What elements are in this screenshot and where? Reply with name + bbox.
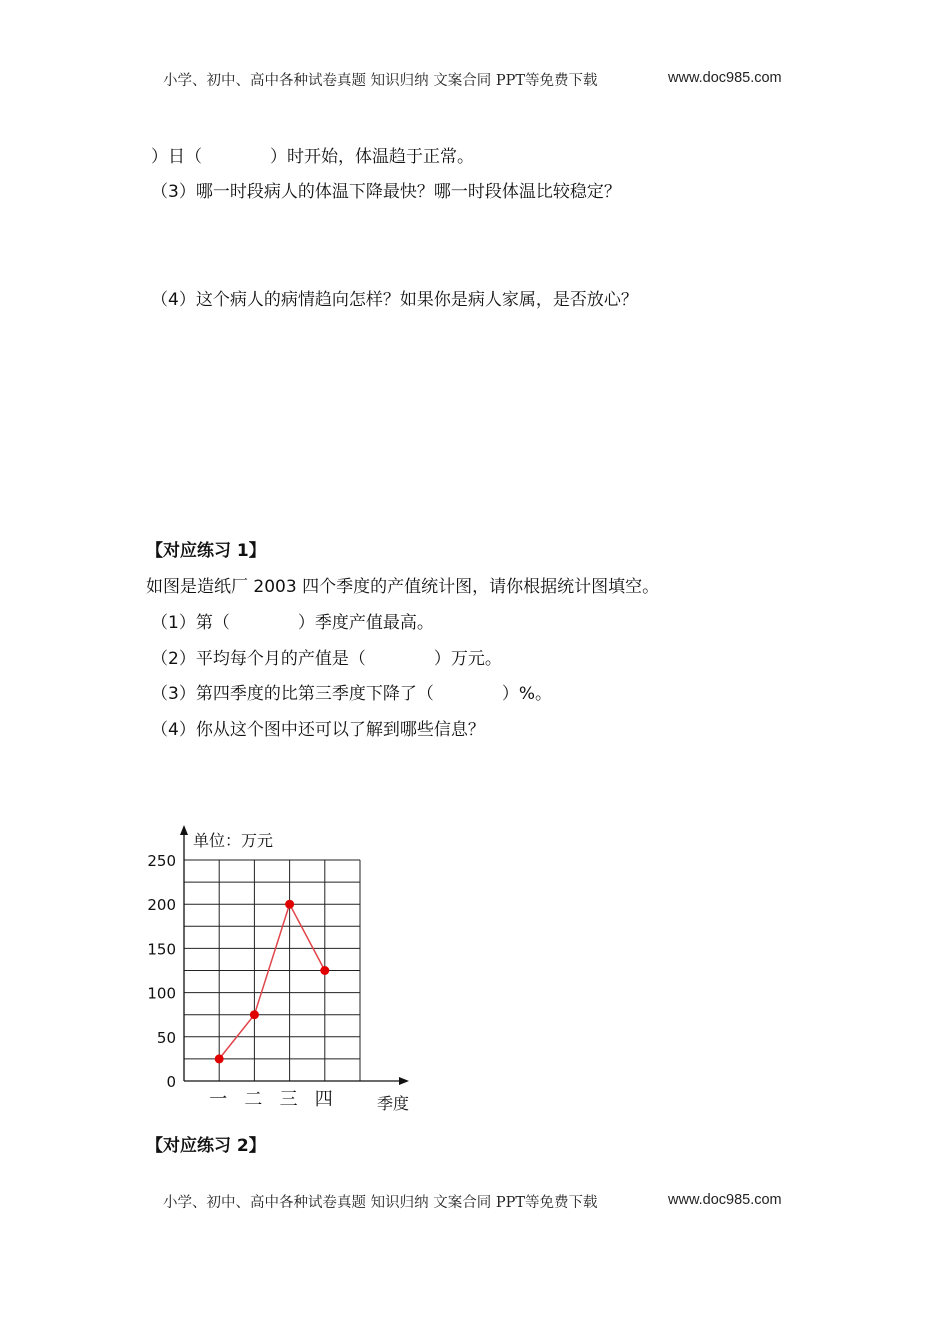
- exercise-1-intro: 如图是造纸厂 2003 四个季度的产值统计图，请你根据统计图填空。: [146, 577, 660, 597]
- chart-points: [215, 900, 330, 1064]
- data-point: [285, 900, 294, 909]
- date-fill-line: ）日（ ）时开始，体温趋于正常。: [151, 147, 474, 167]
- y-tick-label: 50: [156, 1028, 176, 1047]
- exercise-1-q4: （4）你从这个图中还可以了解到哪些信息？: [151, 720, 485, 740]
- exercise-1-q3: （3）第四季度的比第三季度下降了（ ）%。: [151, 684, 552, 704]
- y-tick-label: 0: [166, 1073, 176, 1091]
- chart-unit-label: 单位：万元: [193, 831, 274, 850]
- x-tick-label: 三: [279, 1089, 298, 1110]
- chart-y-ticks: [147, 852, 176, 1091]
- x-tick-label: 一: [209, 1089, 228, 1110]
- question-3: （3）哪一时段病人的体温下降最快？哪一时段体温比较稳定？: [151, 182, 621, 202]
- production-line-chart: [140, 825, 430, 1120]
- data-point: [250, 1010, 259, 1019]
- page-header-text: 小学、初中、高中各种试卷真题 知识归纳 文案合同 PPT等免费下载: [163, 73, 598, 89]
- data-point: [320, 966, 329, 975]
- chart-x-axis-label: 季度: [377, 1094, 410, 1113]
- exercise-1-q1: （1）第（ ）季度产值最高。: [151, 613, 434, 633]
- data-point: [215, 1054, 224, 1063]
- chart-series-line: [219, 904, 325, 1059]
- y-tick-label: 150: [147, 940, 176, 959]
- exercise-1-title: 【对应练习 1】: [146, 541, 266, 561]
- chart-grid: [184, 860, 360, 1081]
- page-footer-url[interactable]: www.doc985.com: [668, 1192, 782, 1208]
- chart-x-ticks: [209, 1089, 333, 1110]
- question-4: （4）这个病人的病情趋向怎样？如果你是病人家属，是否放心？: [151, 290, 638, 310]
- page-header-url[interactable]: www.doc985.com: [668, 70, 782, 86]
- x-tick-label: 四: [314, 1089, 333, 1110]
- chart-axes: [184, 830, 404, 1081]
- exercise-1-q2: （2）平均每个月的产值是（ ）万元。: [151, 649, 502, 669]
- y-tick-label: 250: [147, 852, 176, 870]
- page-footer-text: 小学、初中、高中各种试卷真题 知识归纳 文案合同 PPT等免费下载: [163, 1195, 598, 1211]
- y-tick-label: 100: [147, 984, 176, 1003]
- exercise-2-title: 【对应练习 2】: [146, 1136, 266, 1156]
- y-tick-label: 200: [147, 896, 176, 915]
- x-tick-label: 二: [244, 1089, 263, 1110]
